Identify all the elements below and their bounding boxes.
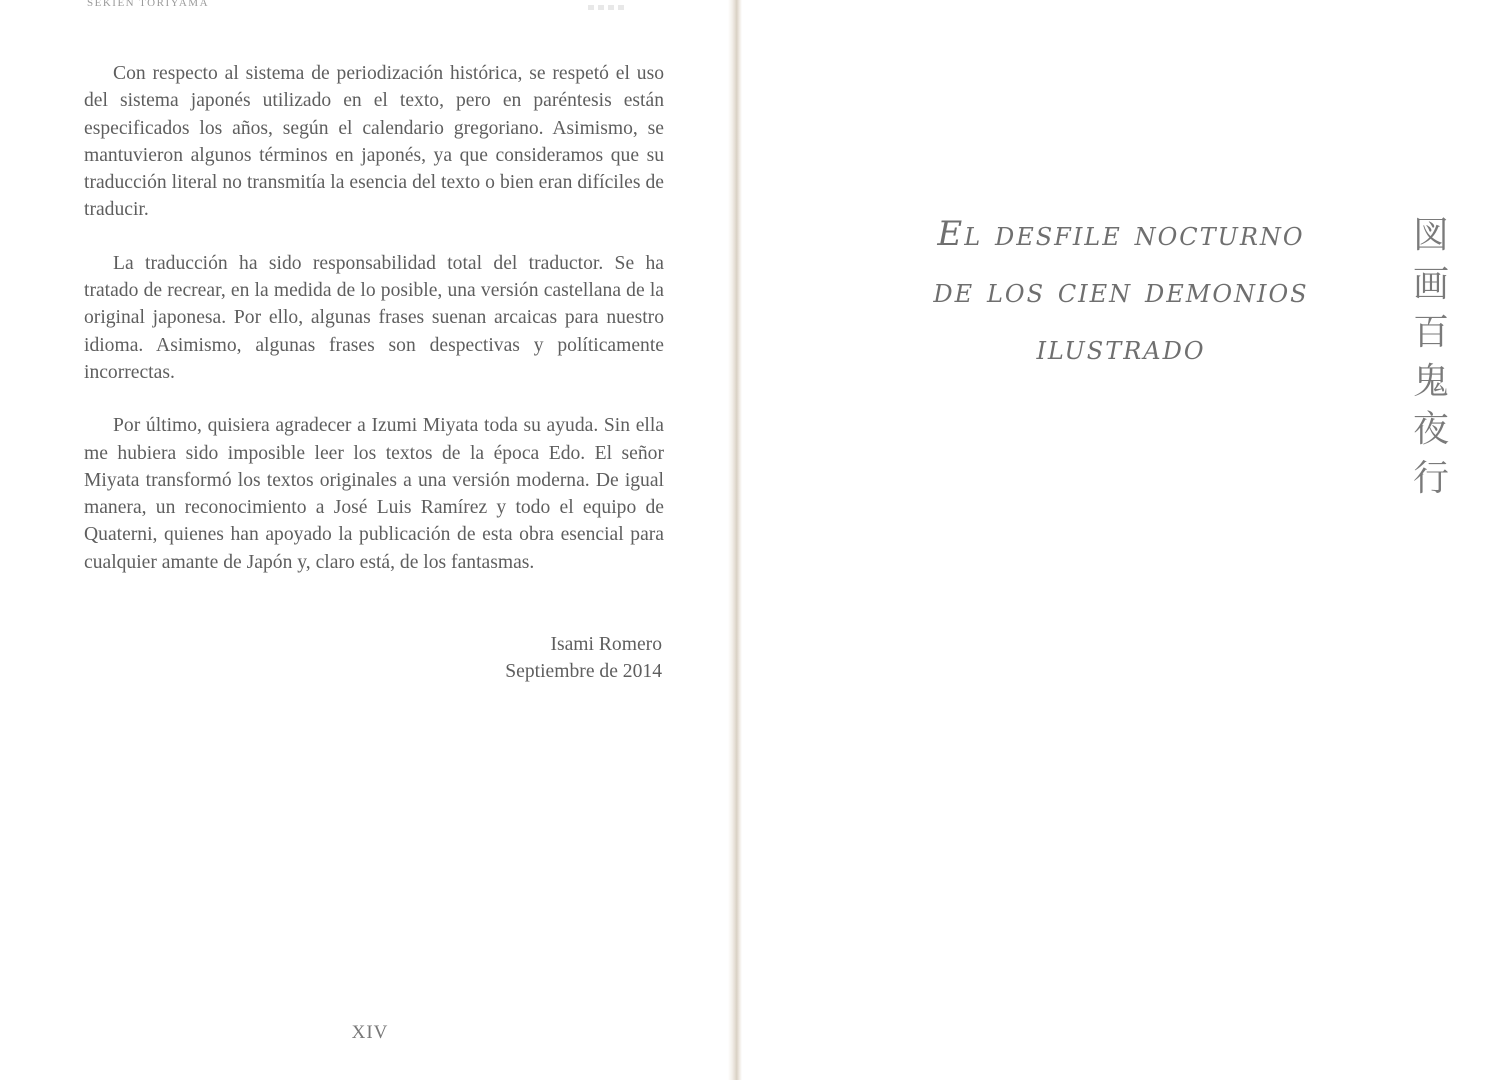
paragraph: La traducción ha sido responsabilidad total del traductor. Se ha tratado de recrear, en la medida de lo posible, una versión castellana de la original japonesa. Por ello, algunas frases suenan arcaicas para nuestro idioma. Asimismo, algunas frases son despectivas y políticamente incorrectas. <box>84 252 664 383</box>
title-line: El desfile nocturno <box>937 214 1305 254</box>
book-title <box>868 206 1374 377</box>
japanese-title-vertical <box>1406 212 1456 503</box>
kanji-char: 行 <box>1412 457 1449 499</box>
left-page <box>0 0 728 1080</box>
kanji-char: 百 <box>1412 312 1449 353</box>
title-line: ilustrado <box>1036 328 1206 368</box>
page-number: XIV <box>351 1022 389 1043</box>
kanji-char: 図 <box>1412 215 1449 256</box>
kanji-char: 夜 <box>1412 409 1449 450</box>
paragraph: Por último, quisiera agradecer a Izumi Miyata toda su ayuda. Sin ella me hubiera sido imposible leer los textos de la época Edo. El señor Miyata transformó los textos originales a una versión moderna. De igual manera, un reconocimiento a José Luis Ramírez y todo el equipo de Quaterni, quienes han apoyado la publicación de esta obra esencial para cualquier amante de Japón y, claro está, de los fantasmas. <box>84 415 664 573</box>
signature-name: Isami Romero <box>550 634 662 655</box>
signature <box>400 631 662 686</box>
signature-date: Septiembre de 2014 <box>505 661 662 683</box>
title-line: de los cien demonios <box>933 271 1309 311</box>
kanji-char: 鬼 <box>1412 360 1449 402</box>
book-spine <box>728 0 742 1080</box>
right-page <box>742 0 1496 1080</box>
running-head: SEKIEN TORIYAMA <box>87 0 210 9</box>
running-head-right-faded <box>588 0 644 5</box>
paragraph: Con respecto al sistema de periodización histórica, se respetó el uso del sistema japonés utilizado en el texto, pero en paréntesis están especificados los años, según el calendario gregoriano. Asimismo, se mantuvieron algunos términos en japonés, ya que consideramos que su traducción literal no transmitía la esencia del texto o bien eran difíciles de traducir. <box>84 63 664 221</box>
kanji-char: 画 <box>1412 263 1449 305</box>
body-text <box>84 60 664 576</box>
